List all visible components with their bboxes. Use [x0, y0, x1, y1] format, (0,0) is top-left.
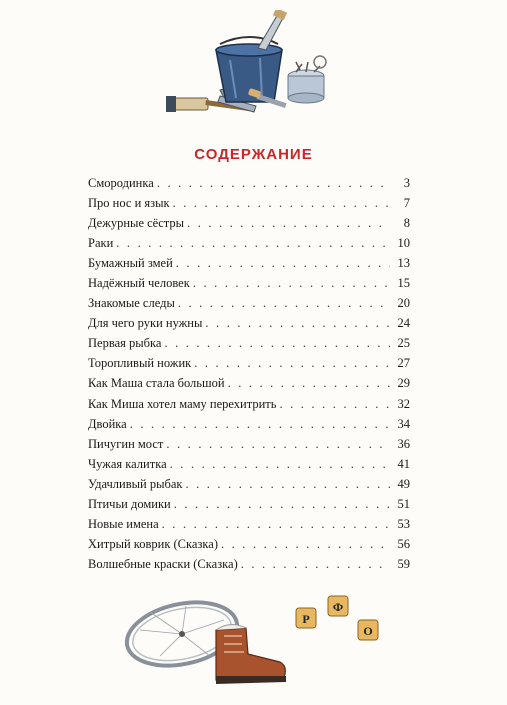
toc-entry-title: Как Маша стала большой [88, 376, 225, 391]
block-letter: Р [302, 612, 310, 626]
toc-entry-page: 51 [397, 496, 410, 511]
toc-entry-page: 3 [403, 176, 410, 190]
toc-leader-dots [193, 276, 390, 291]
toc-leader-dots [116, 236, 390, 251]
toc-entry-page: 34 [397, 416, 410, 431]
toc-entry-title: Хитрый коврик (Сказка) [88, 536, 218, 551]
toc-entry-page: 53 [397, 516, 410, 531]
toc-entry[interactable] [88, 376, 410, 396]
toc-entry-title: Надёжный человек [88, 276, 190, 291]
toc-entry-page: 56 [397, 536, 410, 551]
page-title: СОДЕРЖАНИЕ [194, 146, 313, 163]
toc-leader-dots [187, 216, 390, 231]
toc-entry-title: Дежурные сёстры [88, 216, 185, 231]
toc-entry-title: Двойка [88, 416, 127, 431]
toc-entry[interactable] [88, 216, 410, 236]
toc-leader-dots [164, 336, 390, 351]
toc-entry-title: Волшебные краски (Сказка) [88, 556, 238, 571]
letter-block-icon [328, 596, 348, 616]
block-letter: Ф [332, 600, 344, 614]
toc-entry-page: 8 [403, 216, 410, 231]
toc-entry-title: Раки [88, 236, 114, 251]
toc-leader-dots [173, 196, 390, 211]
toc-entry-title: Как Миша хотел маму перехитрить [88, 396, 277, 411]
toc-entry-title: Для чего руки нужны [88, 316, 203, 331]
table-of-contents [88, 176, 410, 577]
wheel-boot-blocks-drawing [120, 590, 410, 700]
tools-bucket-illustration [160, 10, 340, 130]
toc-entry[interactable] [88, 176, 410, 196]
toc-entry-page: 13 [397, 256, 410, 271]
toc-entry-page: 27 [397, 356, 410, 371]
toc-entry[interactable] [88, 517, 410, 537]
letter-block-icon [296, 608, 316, 628]
toc-entry[interactable] [88, 417, 410, 437]
toc-entry[interactable] [88, 196, 410, 216]
toc-entry-page: 49 [397, 476, 410, 491]
toc-entry-title: Птичьи домики [88, 496, 171, 511]
toc-entry-page: 20 [397, 296, 410, 311]
toc-leader-dots [162, 517, 390, 532]
toc-entry-page: 7 [403, 196, 410, 211]
toc-entry[interactable] [88, 397, 410, 417]
nails-tin-icon [288, 56, 326, 103]
toc-leader-dots [174, 497, 390, 512]
block-letter: О [363, 624, 373, 638]
toc-entry-page: 32 [397, 396, 410, 411]
toc-leader-dots [205, 316, 390, 331]
toc-entry-title: Пичугин мост [88, 436, 164, 451]
toc-leader-dots [170, 457, 390, 472]
bucket-icon [216, 10, 287, 102]
toc-leader-dots [130, 417, 390, 432]
toc-entry-title: Удачливый рыбак [88, 476, 183, 491]
toc-entry-title: Новые имена [88, 516, 159, 531]
toc-entry[interactable] [88, 256, 410, 276]
toc-entry-page: 41 [397, 456, 410, 471]
toc-leader-dots [221, 537, 390, 552]
toc-leader-dots [279, 397, 390, 412]
toc-leader-dots [157, 176, 390, 191]
toc-leader-dots [241, 557, 390, 572]
toc-entry[interactable] [88, 537, 410, 557]
toc-entry-title: Первая рыбка [88, 336, 162, 351]
toc-leader-dots [185, 477, 390, 492]
toc-entry[interactable] [88, 557, 410, 577]
toc-leader-dots [176, 256, 390, 271]
wheel-boot-blocks-illustration [120, 590, 410, 700]
toc-entry[interactable] [88, 336, 410, 356]
toc-entry[interactable] [88, 236, 410, 256]
toc-entry[interactable] [88, 356, 410, 376]
toc-entry-page: 59 [397, 556, 410, 571]
toc-entry[interactable] [88, 276, 410, 296]
toc-entry-page: 36 [397, 436, 410, 451]
toc-entry[interactable] [88, 457, 410, 477]
toc-entry-title: Торопливый ножик [88, 356, 192, 371]
toc-entry[interactable] [88, 437, 410, 457]
toc-entry-title: Про нос и язык [88, 196, 170, 211]
letter-block-icon [358, 620, 378, 640]
toc-leader-dots [166, 437, 390, 452]
toc-entry[interactable] [88, 477, 410, 497]
toc-entry-page: 24 [397, 316, 410, 331]
toc-entry-title: Чужая калитка [88, 456, 167, 471]
toc-leader-dots [194, 356, 390, 371]
toc-entry-page: 25 [397, 336, 410, 351]
toc-entry-title: Знакомые следы [88, 296, 175, 311]
toc-leader-dots [228, 376, 390, 391]
toc-entry-title: Смородинка [88, 176, 154, 190]
toc-entry-page: 29 [397, 376, 410, 391]
tools-bucket-drawing [160, 10, 340, 130]
toc-entry[interactable] [88, 316, 410, 336]
toc-entry[interactable] [88, 296, 410, 316]
toc-entry-page: 15 [397, 276, 410, 291]
boot-icon [216, 624, 286, 684]
toc-entry-page: 10 [397, 236, 410, 251]
toc-leader-dots [178, 296, 390, 311]
toc-entry-title: Бумажный змей [88, 256, 173, 271]
toc-entry[interactable] [88, 497, 410, 517]
